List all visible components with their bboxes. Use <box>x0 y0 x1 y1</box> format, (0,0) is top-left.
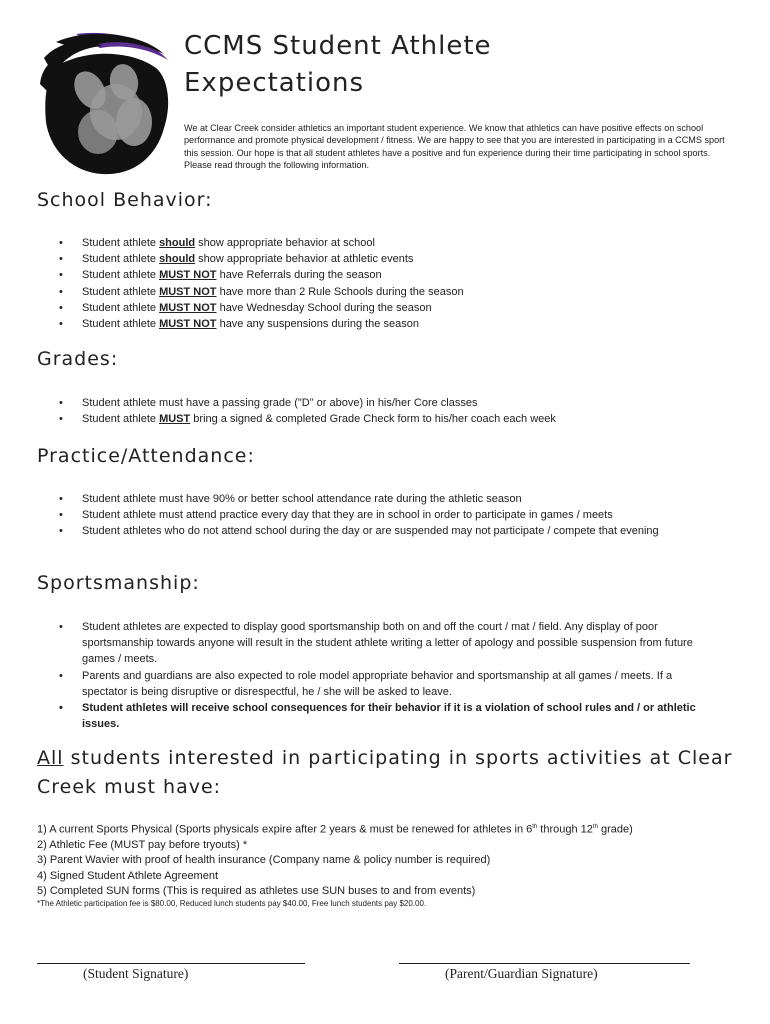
paw-claw-icon <box>36 28 174 180</box>
list-item: • Student athletes will receive school consequences for their behavior if it is a violation of school rules and / or athletic issues. <box>59 700 719 732</box>
list-item: • Student athletes are expected to display good sportsmanship both on and off the court / mat / field. Any display of poor sportsmanship towards anyone will result in the student athlete writing a letter of apology and possible suspension from future games / meets. <box>59 619 719 668</box>
title-line-2: Expectations <box>184 68 365 98</box>
list-item: 1) A current Sports Physical (Sports physicals expire after 2 years & must be renewed for athletes in 6th through 12th grade) <box>37 823 633 836</box>
school-behavior-heading: School Behavior: <box>37 189 213 211</box>
list-item: • Student athlete must have a passing grade ("D" or above) in his/her Core classes <box>59 395 719 411</box>
list-item: • Student athlete MUST NOT have any suspensions during the season <box>59 316 719 332</box>
requirements-heading-rest: students interested in participating in sports activities at Clear Creek must have: <box>37 747 733 798</box>
requirements-heading-all: All <box>37 747 64 769</box>
list-item: • Student athletes who do not attend school during the day or are suspended may not participate / compete that evening <box>59 523 719 539</box>
list-item: • Student athlete should show appropriate behavior at school <box>59 235 719 251</box>
requirements-list <box>37 820 737 900</box>
attendance-list <box>59 491 719 540</box>
list-item: 5) Completed SUN forms (This is required as athletes use SUN buses to and from events) <box>37 885 476 898</box>
requirements-heading <box>37 744 770 802</box>
fee-note: *The Athletic participation fee is $80.00, Reduced lunch students pay $40.00, Free lunch students pay $20.00. <box>37 899 427 908</box>
list-item: • Student athlete MUST bring a signed & completed Grade Check form to his/her coach each week <box>59 411 719 427</box>
list-item: • Student athlete MUST NOT have Referrals during the season <box>59 267 719 283</box>
title-line-1: CCMS Student Athlete <box>184 31 492 61</box>
parent-signature-line[interactable] <box>399 963 690 964</box>
list-item: • Student athlete should show appropriate behavior at athletic events <box>59 251 719 267</box>
list-item: • Student athlete must have 90% or better school attendance rate during the athletic season <box>59 491 719 507</box>
list-item: • Student athlete must attend practice every day that they are in school in order to participate in games / meets <box>59 507 719 523</box>
student-signature-line[interactable] <box>37 963 305 964</box>
list-item: • Student athlete MUST NOT have more than 2 Rule Schools during the season <box>59 284 719 300</box>
school-behavior-list <box>59 235 719 332</box>
list-item: 2) Athletic Fee (MUST pay before tryouts) * <box>37 839 248 852</box>
student-signature-label: (Student Signature) <box>83 966 189 981</box>
intro-paragraph: We at Clear Creek consider athletics an important student experience. We know that athletics can have positive effects on school performance and promote physical development / fitness. We are happy to see that you are interested in participating in a CCMS sport this session. Our hope is that all student athletes have a positive and fun experience during their time participating in school sports. Please read through the following information. <box>184 123 725 171</box>
list-item: • Student athlete MUST NOT have Wednesday School during the season <box>59 300 719 316</box>
document-title <box>184 28 492 102</box>
grades-list <box>59 395 719 427</box>
parent-signature-label: (Parent/Guardian Signature) <box>445 966 598 981</box>
list-item: • Parents and guardians are also expected to role model appropriate behavior and sportsmanship at all games / meets. If a spectator is being disruptive or disrespectful, he / she will be asked to leave. <box>59 668 719 700</box>
sportsmanship-list <box>59 619 719 732</box>
grades-heading: Grades: <box>37 348 119 370</box>
list-item: 4) Signed Student Athlete Agreement <box>37 869 219 882</box>
list-item: 3) Parent Wavier with proof of health insurance (Company name & policy number is required) <box>37 854 491 867</box>
attendance-heading: Practice/Attendance: <box>37 445 255 467</box>
sportsmanship-heading: Sportsmanship: <box>37 572 200 594</box>
